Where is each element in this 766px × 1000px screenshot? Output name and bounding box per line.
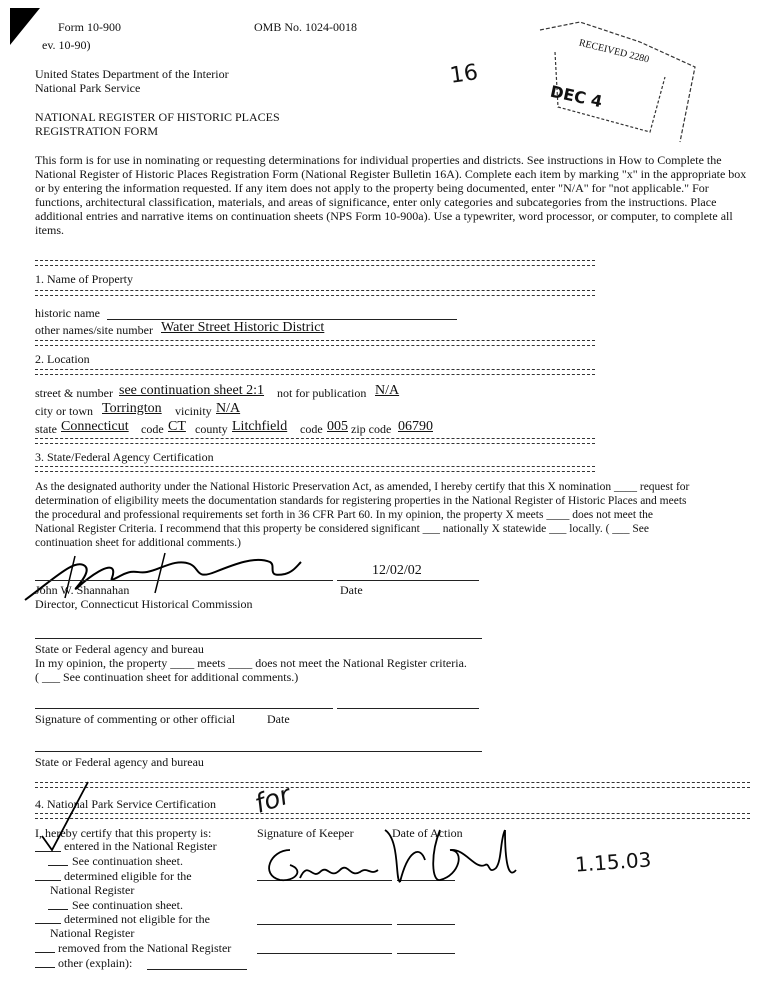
nps-certify-text: I, hereby certify that this property is: xyxy=(35,826,212,840)
signature-line xyxy=(35,580,333,581)
section-4-heading: 4. National Park Service Certification xyxy=(35,797,216,811)
county-code-value: 005 xyxy=(327,419,348,434)
agency-line-2 xyxy=(35,751,482,752)
blank-line xyxy=(48,909,68,910)
section-divider xyxy=(35,466,595,472)
received-stamp xyxy=(520,12,700,147)
certification-line-5: continuation sheet for additional comments.) xyxy=(35,537,241,549)
vicinity-label: vicinity xyxy=(175,404,212,418)
section-2-heading: 2. Location xyxy=(35,352,90,366)
intro-instructions: This form is for use in nominating or requesting determinations for individual properties and districts. See instructions in How to Complete the National Register of Historic Places Registration Form (National Register Bulletin 16A). Complete each item by marking "x" in the appropriate box or by entering the information requested. If any item does not apply to the property being documented, enter "N/A" for "not applicable." For functions, architectural classification, materials, and areas of significance, enter only categories and subcategories from the instructions. Place additional entries and narrative items on continuation sheets (NPS Form 10-900a). Use a typewriter, word processor, or computer, to complete all items. xyxy=(35,153,747,237)
blank-line xyxy=(35,923,61,924)
handwritten-date: 1.15.03 xyxy=(574,847,653,877)
agency-label: State or Federal agency and bureau xyxy=(35,642,204,656)
comment-signature-line xyxy=(35,708,333,709)
status-see-sheet-2: See continuation sheet. xyxy=(72,898,183,912)
keeper-line xyxy=(257,924,392,925)
opinion-line-2: ( ___ See continuation sheet for additional comments.) xyxy=(35,670,299,684)
date-of-action-label: Date of Action xyxy=(392,826,463,840)
form-subtitle: REGISTRATION FORM xyxy=(35,124,159,138)
blank-line xyxy=(48,865,68,866)
form-title: NATIONAL REGISTER OF HISTORIC PLACES xyxy=(35,110,280,124)
city-label: city or town xyxy=(35,404,93,418)
comment-date-line xyxy=(337,708,479,709)
zip-value: 06790 xyxy=(398,419,433,434)
status-other: other (explain): xyxy=(58,956,133,970)
status-not-eligible-cont: National Register xyxy=(50,926,135,940)
state-label: state xyxy=(35,422,57,436)
zip-label: zip code xyxy=(351,422,392,436)
section-1-heading: 1. Name of Property xyxy=(35,272,133,286)
handwritten-for: for xyxy=(251,780,295,820)
street-label: street & number xyxy=(35,386,113,400)
stamp-received-text: RECEIVED 2280 xyxy=(577,37,651,66)
state-value: Connecticut xyxy=(61,419,129,434)
section-divider xyxy=(35,340,595,346)
opinion-line-1: In my opinion, the property ____ meets ____ does not meet the National Register criteria. xyxy=(35,656,467,670)
blank-line xyxy=(35,880,61,881)
status-removed: removed from the National Register xyxy=(58,941,232,955)
other-names-value: Water Street Historic District xyxy=(161,320,325,335)
date-line xyxy=(337,580,479,581)
signer-name: John W. Shannahan xyxy=(35,583,130,597)
state-code-value: CT xyxy=(168,419,186,434)
agency-line xyxy=(35,638,482,639)
county-code-label: code xyxy=(300,422,323,436)
certification-line-3: the procedural and professional requirements set forth in 36 CFR Part 60. In my opinion, the property X meets ____ does not meet the xyxy=(35,509,653,521)
section-divider xyxy=(35,813,750,819)
certification-line-2: determination of eligibility meets the documentation standards for registering properties in the National Register of Historic Places and meets xyxy=(35,495,687,507)
blank-line xyxy=(35,952,55,953)
keeper-date-line xyxy=(397,953,455,954)
historic-name-label: historic name xyxy=(35,306,100,320)
date-label: Date xyxy=(340,583,363,597)
vicinity-value: N/A xyxy=(216,401,241,416)
checkmark-icon xyxy=(38,778,98,858)
status-entered: entered in the National Register xyxy=(64,839,217,853)
keeper-line xyxy=(257,953,392,954)
city-value: Torrington xyxy=(102,401,162,416)
signer-title: Director, Connecticut Historical Commission xyxy=(35,597,253,611)
commenting-official-label: Signature of commenting or other official xyxy=(35,712,236,726)
state-code-label: code xyxy=(141,422,164,436)
county-value: Litchfield xyxy=(232,419,288,434)
keeper-signature xyxy=(250,820,520,900)
agency-label-2: State or Federal agency and bureau xyxy=(35,755,204,769)
keeper-date-line xyxy=(397,924,455,925)
section-divider xyxy=(35,438,595,444)
comment-date-label: Date xyxy=(267,712,290,726)
status-not-eligible: determined not eligible for the xyxy=(64,912,210,926)
other-explain-line xyxy=(147,969,247,970)
nfp-label: not for publication xyxy=(277,386,367,400)
handwritten-mark: 16 xyxy=(448,60,480,89)
department: United States Department of the Interior xyxy=(35,67,229,81)
certification-line-1: As the designated authority under the National Historic Preservation Act, as amended, I hereby certify that this X nomination ____ request for xyxy=(35,481,690,493)
section-divider xyxy=(35,260,595,266)
stamp-date-text: DEC 4 xyxy=(548,81,605,112)
cert-date-value: 12/02/02 xyxy=(372,563,422,578)
nfp-value: N/A xyxy=(375,383,400,398)
agency: National Park Service xyxy=(35,81,141,95)
street-value: see continuation sheet 2:1 xyxy=(119,383,265,398)
section-divider xyxy=(35,369,595,375)
other-names-label: other names/site number xyxy=(35,323,153,337)
county-label: county xyxy=(195,422,228,436)
form-revision: ev. 10-90) xyxy=(42,38,91,52)
section-divider xyxy=(35,290,595,296)
omb-number: OMB No. 1024-0018 xyxy=(254,20,358,34)
keeper-signature-label: Signature of Keeper xyxy=(257,826,354,840)
blank-line xyxy=(35,967,55,968)
section-divider xyxy=(35,782,750,788)
status-see-sheet-1: See continuation sheet. xyxy=(72,854,183,868)
status-eligible: determined eligible for the xyxy=(64,869,192,883)
form-number: Form 10-900 xyxy=(58,20,121,34)
certification-line-4: National Register Criteria. I recommend that this property be considered significant ___ nationally X statewide ___ locally. ( ___ See xyxy=(35,523,650,535)
status-eligible-cont: National Register xyxy=(50,883,135,897)
corner-mark xyxy=(0,0,40,50)
section-3-heading: 3. State/Federal Agency Certification xyxy=(35,450,214,464)
